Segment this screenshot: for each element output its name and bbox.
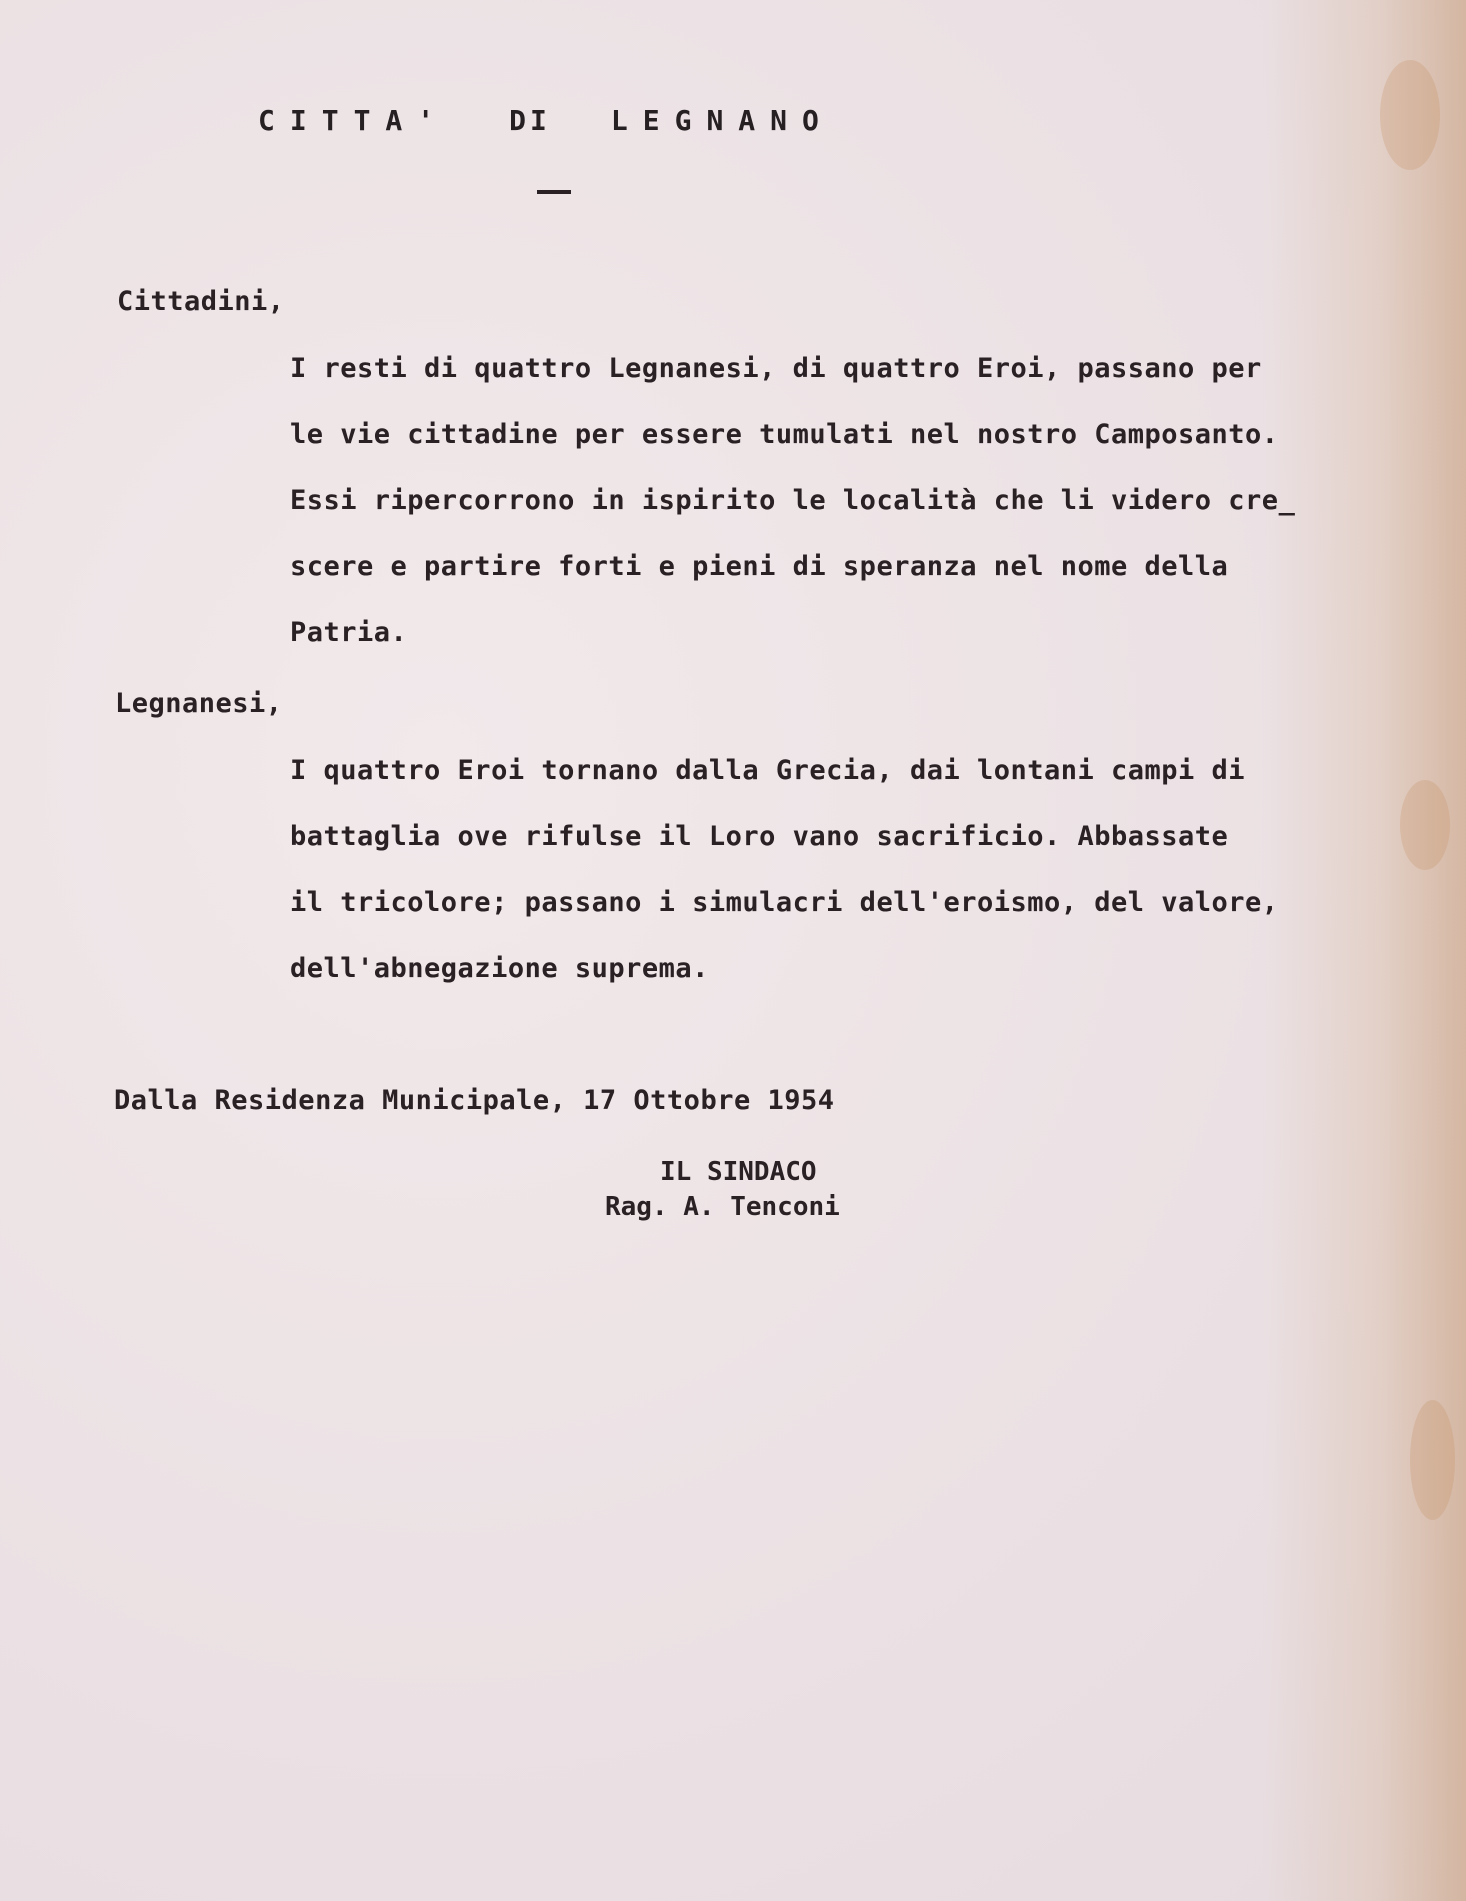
- place-and-date: Dalla Residenza Municipale, 17 Ottobre 1954: [114, 1085, 835, 1116]
- document-heading: [258, 104, 834, 137]
- paper-stain: [1400, 780, 1450, 870]
- paragraph-2-line-2: battaglia ove rifulse il Loro vano sacrificio. Abbassate: [290, 821, 1229, 852]
- paper-stain: [1380, 60, 1440, 170]
- paragraph-2-line-1: I quattro Eroi tornano dalla Grecia, dai lontani campi di: [290, 755, 1246, 786]
- paragraph-2-line-3: il tricolore; passano i simulacri dell'eroismo, del valore,: [290, 887, 1279, 918]
- signature-name: Rag. A. Tenconi: [605, 1192, 840, 1222]
- paragraph-1-line-2: le vie cittadine per essere tumulati nel nostro Camposanto.: [290, 419, 1279, 450]
- salutation-legnanesi: Legnanesi,: [115, 688, 283, 719]
- heading-prefix: CITTA': [258, 104, 450, 137]
- paragraph-1-line-5: Patria.: [290, 617, 408, 648]
- salutation-citizens: Cittadini,: [117, 286, 285, 317]
- paragraph-1-line-3: Essi ripercorrono in ispirito le località che li videro cre_: [290, 485, 1296, 516]
- paragraph-1-line-1: I resti di quattro Legnanesi, di quattro Eroi, passano per: [290, 353, 1262, 384]
- heading-underline: [537, 190, 571, 194]
- paragraph-2-line-4: dell'abnegazione suprema.: [290, 953, 709, 984]
- signature-title: IL SINDACO: [660, 1157, 817, 1187]
- heading-di: DI: [509, 104, 551, 137]
- heading-city: LEGNANO: [610, 104, 834, 137]
- paragraph-1-line-4: scere e partire forti e pieni di speranza nel nome della: [290, 551, 1229, 582]
- paper-stain: [1410, 1400, 1455, 1520]
